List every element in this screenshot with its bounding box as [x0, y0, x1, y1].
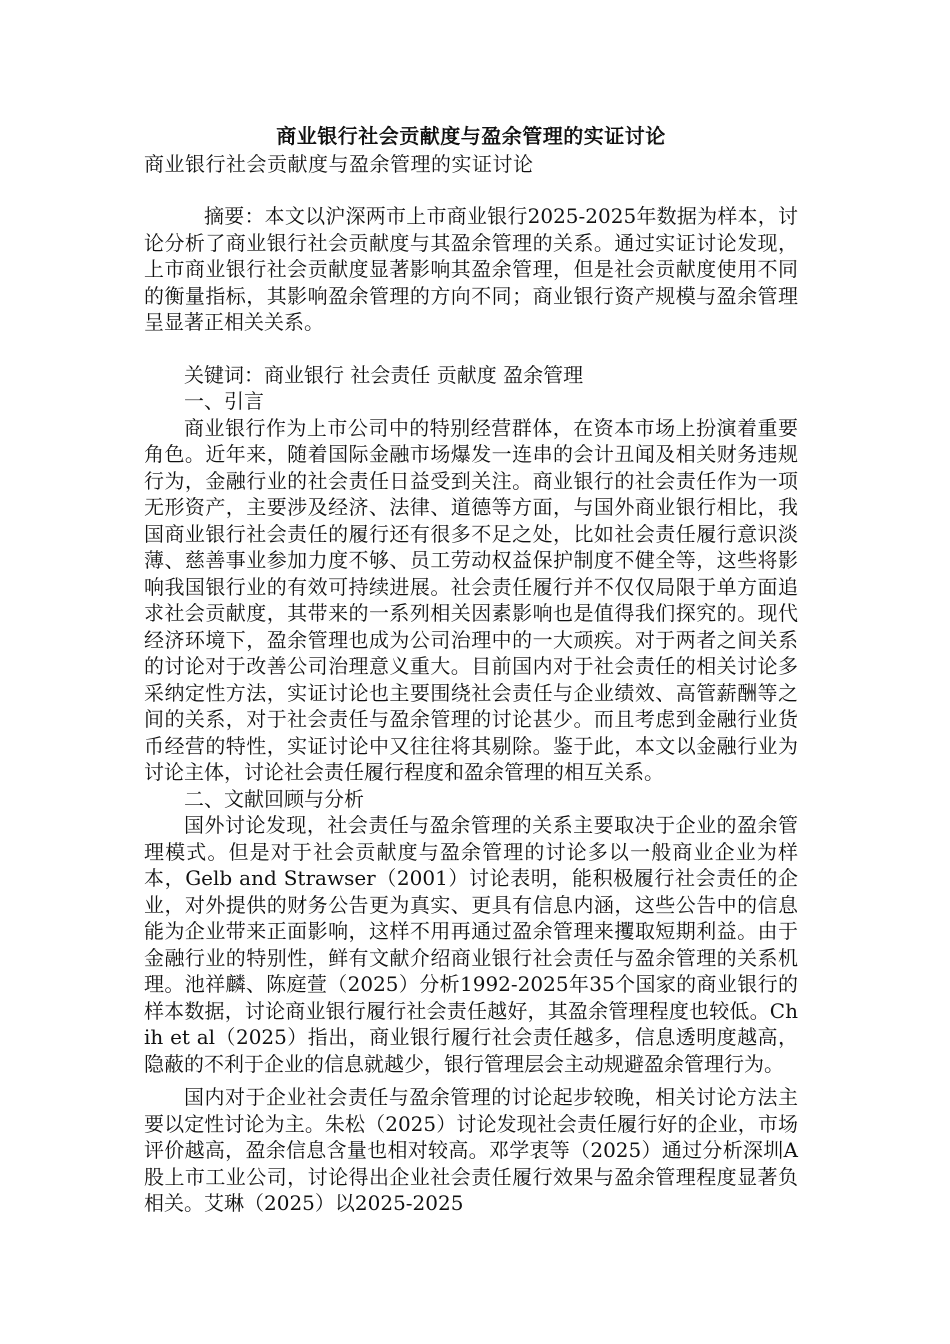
literature-paragraph-foreign: 国外讨论发现，社会责任与盈余管理的关系主要取决于企业的盈余管理模式。但是对于社会贡献度与盈余管理的讨论多以一般商业企业为样本，Gelb and Strawser（2001）讨论表明，能积极履行社会责任的企业，对外提供的财务公告更为真实、更具有信息内涵，这些公告中的信息能为企业带来正面影响，这样不用再通过盈余管理来攫取短期利益。由于金融行业的特别性，鲜有文献介绍商业银行社会责任与盈余管理的关系机理。池祥麟、陈庭萱（2025）分析1992-2025年35个国家的商业银行的样本数据，讨论商业银行履行社会责任越好，其盈余管理程度也较低。Chih et al（2025）指出，商业银行履行社会责任越多，信息透明度越高，隐蔽的不利于企业的信息就越少，银行管理层会主动规避盈余管理行为。 [144, 813, 798, 1076]
keywords-line: 关键词：商业银行 社会责任 贡献度 盈余管理 [184, 362, 584, 387]
section-heading-literature-review: 二、文献回顾与分析 [184, 786, 364, 811]
document-subtitle: 商业银行社会贡献度与盈余管理的实证讨论 [144, 152, 534, 176]
introduction-paragraph: 商业银行作为上市公司中的特别经营群体，在资本市场上扮演着重要角色。近年来，随着国际金融市场爆发一连串的会计丑闻及相关财务违规行为，金融行业的社会责任日益受到关注。商业银行的社会责任作为一项无形资产，主要涉及经济、法律、道德等方面，与国外商业银行相比，我国商业银行社会责任的履行还有很多不足之处，比如社会责任履行意识淡薄、慈善事业参加力度不够、员工劳动权益保护制度不健全等，这些将影响我国银行业的有效可持续进展。社会责任履行并不仅仅局限于单方面追求社会贡献度，其带来的一系列相关因素影响也是值得我们探究的。现代经济环境下，盈余管理也成为公司治理中的一大顽疾。对于两者之间关系的讨论对于改善公司治理意义重大。目前国内对于社会责任的相关讨论多采纳定性方法，实证讨论也主要围绕社会责任与企业绩效、高管薪酬等之间的关系，对于社会责任与盈余管理的讨论甚少。而且考虑到金融行业货币经营的特性，实证讨论中又往往将其剔除。鉴于此，本文以金融行业为讨论主体，讨论社会责任履行程度和盈余管理的相互关系。 [144, 415, 798, 784]
abstract-paragraph: 摘要：本文以沪深两市上市商业银行2025-2025年数据为样本，讨论分析了商业银行社会贡献度与其盈余管理的关系。通过实证讨论发现，上市商业银行社会贡献度显著影响其盈余管理，但是社会贡献度使用不同的衡量指标，其影响盈余管理的方向不同；商业银行资产规模与盈余管理呈显著正相关关系。 [144, 204, 798, 334]
literature-paragraph-domestic: 国内对于企业社会责任与盈余管理的讨论起步较晚，相关讨论方法主要以定性讨论为主。朱松（2025）讨论发现社会责任履行好的企业，市场评价越高，盈余信息含量也相对较高。邓学衷等（2025）通过分析深圳A股上市工业公司，讨论得出企业社会责任履行效果与盈余管理程度显著负相关。艾琳（2025）以2025-2025 [144, 1085, 798, 1215]
document-title: 商业银行社会贡献度与盈余管理的实证讨论 [276, 124, 666, 148]
section-heading-introduction: 一、引言 [184, 389, 264, 413]
document-page [144, 122, 798, 1217]
